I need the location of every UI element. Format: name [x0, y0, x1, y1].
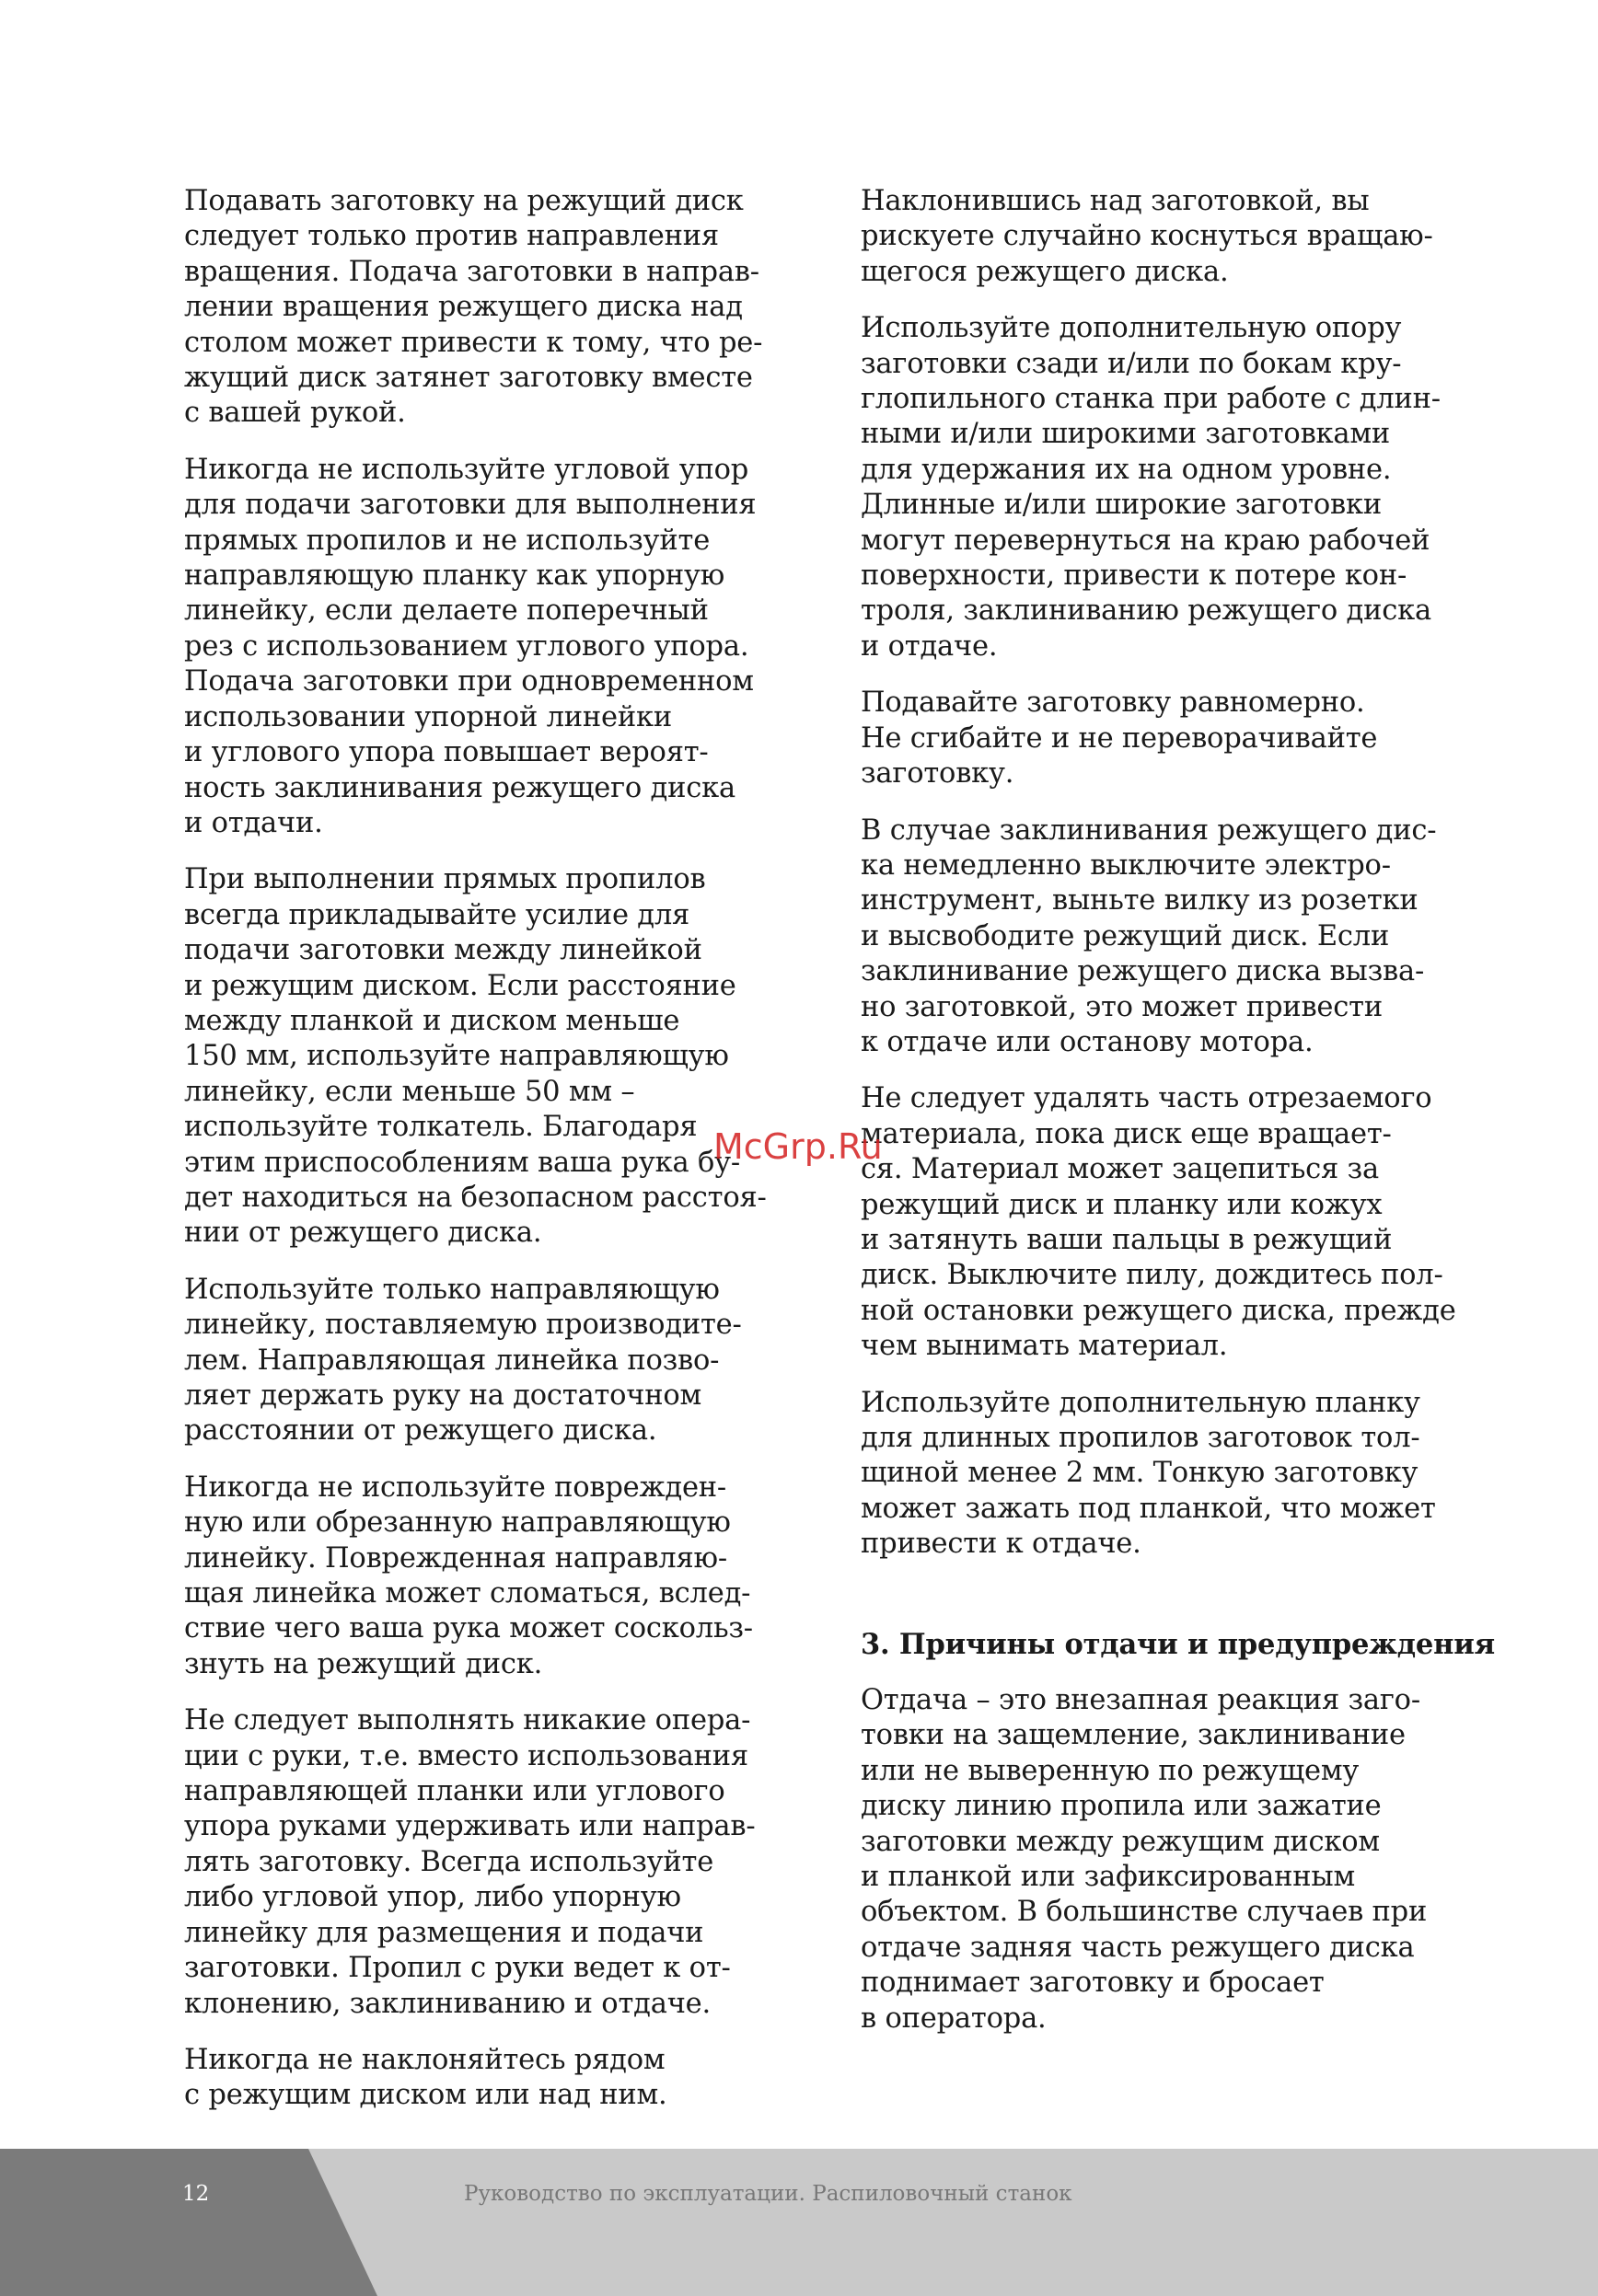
text-line: щиной менее 2 мм. Тонкую заготовку [861, 1457, 1419, 1490]
text-line: При выполнении прямых пропилов [184, 863, 706, 896]
text-line: щая линейка может сломаться, вслед- [184, 1577, 751, 1610]
text-line: ную или обрезанную направляющую [184, 1506, 731, 1540]
text-line: рискуете случайно коснуться вращаю- [861, 220, 1433, 253]
text-line: направляющей планки или углового [184, 1775, 725, 1808]
text-line: и отдаче. [861, 629, 998, 663]
text-line: может зажать под планкой, что может [861, 1492, 1436, 1525]
text-line: этим приспособлениям ваша рука бу- [184, 1146, 741, 1179]
text-line: отдаче задняя часть режущего диска [861, 1931, 1415, 1964]
text-line: Подавать заготовку на режущий диск [184, 185, 744, 217]
text-line: Не следует удалять часть отрезаемого [861, 1082, 1432, 1115]
text-line: используйте толкатель. Благодаря [184, 1111, 698, 1144]
text-line: жущий диск затянет заготовку вместе [184, 362, 753, 395]
paragraph [861, 184, 1473, 290]
text-line: В случае заклинивания режущего дис- [861, 813, 1437, 847]
paragraph [861, 1683, 1473, 2036]
paragraph [861, 1386, 1473, 1563]
section-heading: 3. Причины отдачи и предупреждения [861, 1627, 1495, 1661]
text-line: щегося режущего диска. [861, 255, 1229, 288]
paragraph [861, 813, 1473, 1061]
text-line: заготовки сзади и/или по бокам кру- [861, 347, 1402, 380]
text-line: поверхности, привести к потере кон- [861, 560, 1407, 593]
text-line: упора руками удерживать или направ- [184, 1810, 756, 1843]
text-line: заклинивание режущего диска вызва- [861, 955, 1425, 988]
text-line: Никогда не используйте поврежден- [184, 1471, 727, 1504]
text-line: лем. Направляющая линейка позво- [184, 1344, 720, 1377]
text-line: столом может привести к тому, что ре- [184, 326, 763, 359]
text-line: всегда прикладывайте усилие для [184, 898, 690, 931]
footer-document-title: Руководство по эксплуатации. Распиловочный станок [464, 2182, 1072, 2206]
text-line: объектом. В большинстве случаев при [861, 1896, 1428, 1929]
text-line: 150 мм, используйте направляющую [184, 1040, 729, 1073]
text-line: Отдача – это внезапная реакция заго- [861, 1684, 1420, 1717]
right-column [861, 184, 1495, 2058]
text-line: либо угловой упор, либо упорную [184, 1881, 681, 1914]
text-line: рез с использованием углового упора. [184, 629, 749, 663]
text-line: лении вращения режущего диска над [184, 291, 743, 324]
text-line: чем вынимать материал. [861, 1330, 1228, 1363]
text-line: и планкой или зафиксированным [861, 1861, 1356, 1894]
text-line: троля, заклиниванию режущего диска [861, 594, 1431, 628]
text-line: Используйте только направляющую [184, 1273, 720, 1306]
text-line: линейку, поставляемую производите- [184, 1309, 742, 1342]
text-line: глопильного станка при работе с длин- [861, 383, 1441, 416]
left-column [184, 184, 792, 2135]
text-line: ной остановки режущего диска, прежде [861, 1294, 1456, 1327]
text-line: Подавайте заготовку равномерно. [861, 686, 1365, 720]
text-line: товки на защемление, заклинивание [861, 1719, 1406, 1752]
text-line: но заготовкой, это может привести [861, 990, 1383, 1023]
text-line: знуть на режущий диск. [184, 1647, 543, 1680]
text-line: Подача заготовки при одновременном [184, 665, 754, 698]
text-line: ляет держать руку на достаточном [184, 1379, 702, 1412]
paragraph [184, 1471, 792, 1682]
paragraph [184, 1273, 792, 1449]
text-line: привести к отдаче. [861, 1528, 1141, 1561]
text-line: с вашей рукой. [184, 397, 406, 430]
text-line: и углового упора повышает вероят- [184, 736, 709, 769]
text-line: Длинные и/или широкие заготовки [861, 489, 1382, 522]
paragraph [184, 862, 792, 1251]
text-line: линейку, если меньше 50 мм – [184, 1075, 635, 1108]
text-line: Никогда не используйте угловой упор [184, 453, 749, 486]
paragraph [184, 1703, 792, 2022]
text-line: для длинных пропилов заготовок тол- [861, 1422, 1420, 1454]
watermark: McGrp.Ru [713, 1126, 883, 1167]
text-line: режущий диск и планку или кожух [861, 1188, 1383, 1221]
text-line: могут перевернуться на краю рабочей [861, 524, 1430, 557]
text-line: между планкой и диском меньше [184, 1004, 680, 1037]
text-line: вращения. Подача заготовки в направ- [184, 255, 759, 288]
text-line: подачи заготовки между линейкой [184, 934, 702, 967]
text-line: Используйте дополнительную планку [861, 1386, 1420, 1419]
text-line: направляющую планку как упорную [184, 560, 725, 593]
text-line: Наклонившись над заготовкой, вы [861, 185, 1370, 217]
text-line: ции с руки, т.е. вместо использования [184, 1739, 748, 1772]
page-number: 12 [182, 2182, 210, 2206]
text-line: заготовки. Пропил с руки ведет к от- [184, 1952, 731, 1985]
paragraph [861, 311, 1473, 664]
text-line: для удержания их на одном уровне. [861, 453, 1392, 486]
text-line: Никогда не наклоняйтесь рядом [184, 2043, 666, 2076]
text-line: заготовку. [861, 757, 1014, 790]
footer-accent-block [0, 2149, 377, 2296]
text-line: линейку для размещения и подачи [184, 1916, 704, 1949]
text-line: прямых пропилов и не используйте [184, 524, 711, 557]
text-line: для подачи заготовки для выполнения [184, 489, 757, 522]
text-line: нии от режущего диска. [184, 1217, 542, 1250]
text-line: инструмент, выньте вилку из розетки [861, 884, 1419, 917]
text-line: или не выверенную по режущему [861, 1754, 1360, 1787]
text-line: ся. Материал может зацепиться за [861, 1153, 1379, 1186]
text-line: следует только против направления [184, 220, 719, 253]
text-line: заготовки между режущим диском [861, 1825, 1380, 1858]
text-line: поднимает заготовку и бросает [861, 1967, 1325, 2000]
page-footer [0, 2149, 1598, 2296]
text-line: ность заклинивания режущего диска [184, 771, 735, 804]
text-line: ка немедленно выключите электро- [861, 848, 1391, 882]
text-line: клонению, заклиниванию и отдаче. [184, 1987, 712, 2020]
text-line: Не следует выполнять никакие опера- [184, 1704, 751, 1737]
paragraph [184, 2043, 792, 2114]
text-line: к отдаче или останову мотора. [861, 1025, 1314, 1058]
paragraph [184, 453, 792, 841]
text-line: расстоянии от режущего диска. [184, 1414, 657, 1448]
text-line: и высвободите режущий диск. Если [861, 919, 1390, 952]
paragraph [861, 686, 1473, 791]
text-line: с режущим диском или над ним. [184, 2079, 667, 2112]
text-line: диску линию пропила или зажатие [861, 1790, 1382, 1823]
text-line: и затянуть ваши пальцы в режущий [861, 1223, 1393, 1256]
text-line: Используйте дополнительную опору [861, 312, 1402, 345]
text-line: ными и/или широкими заготовками [861, 418, 1391, 451]
text-line: Не сгибайте и не переворачивайте [861, 721, 1378, 755]
text-line: использовании упорной линейки [184, 700, 672, 733]
text-line: и режущим диском. Если расстояние [184, 969, 736, 1002]
text-line: и отдачи. [184, 806, 323, 839]
paragraph [184, 184, 792, 432]
text-line: линейку, если делаете поперечный [184, 594, 709, 628]
text-line: ствие чего ваша рука может соскольз- [184, 1612, 753, 1645]
text-line: линейку. Поврежденная направляю- [184, 1541, 727, 1575]
text-line: лять заготовку. Всегда используйте [184, 1845, 714, 1878]
text-line: диск. Выключите пилу, дождитесь пол- [861, 1259, 1443, 1292]
text-line: дет находиться на безопасном расстоя- [184, 1181, 767, 1214]
text-line: в оператора. [861, 2002, 1047, 2035]
paragraph [861, 1081, 1473, 1364]
text-line: материала, пока диск еще вращает- [861, 1117, 1392, 1150]
